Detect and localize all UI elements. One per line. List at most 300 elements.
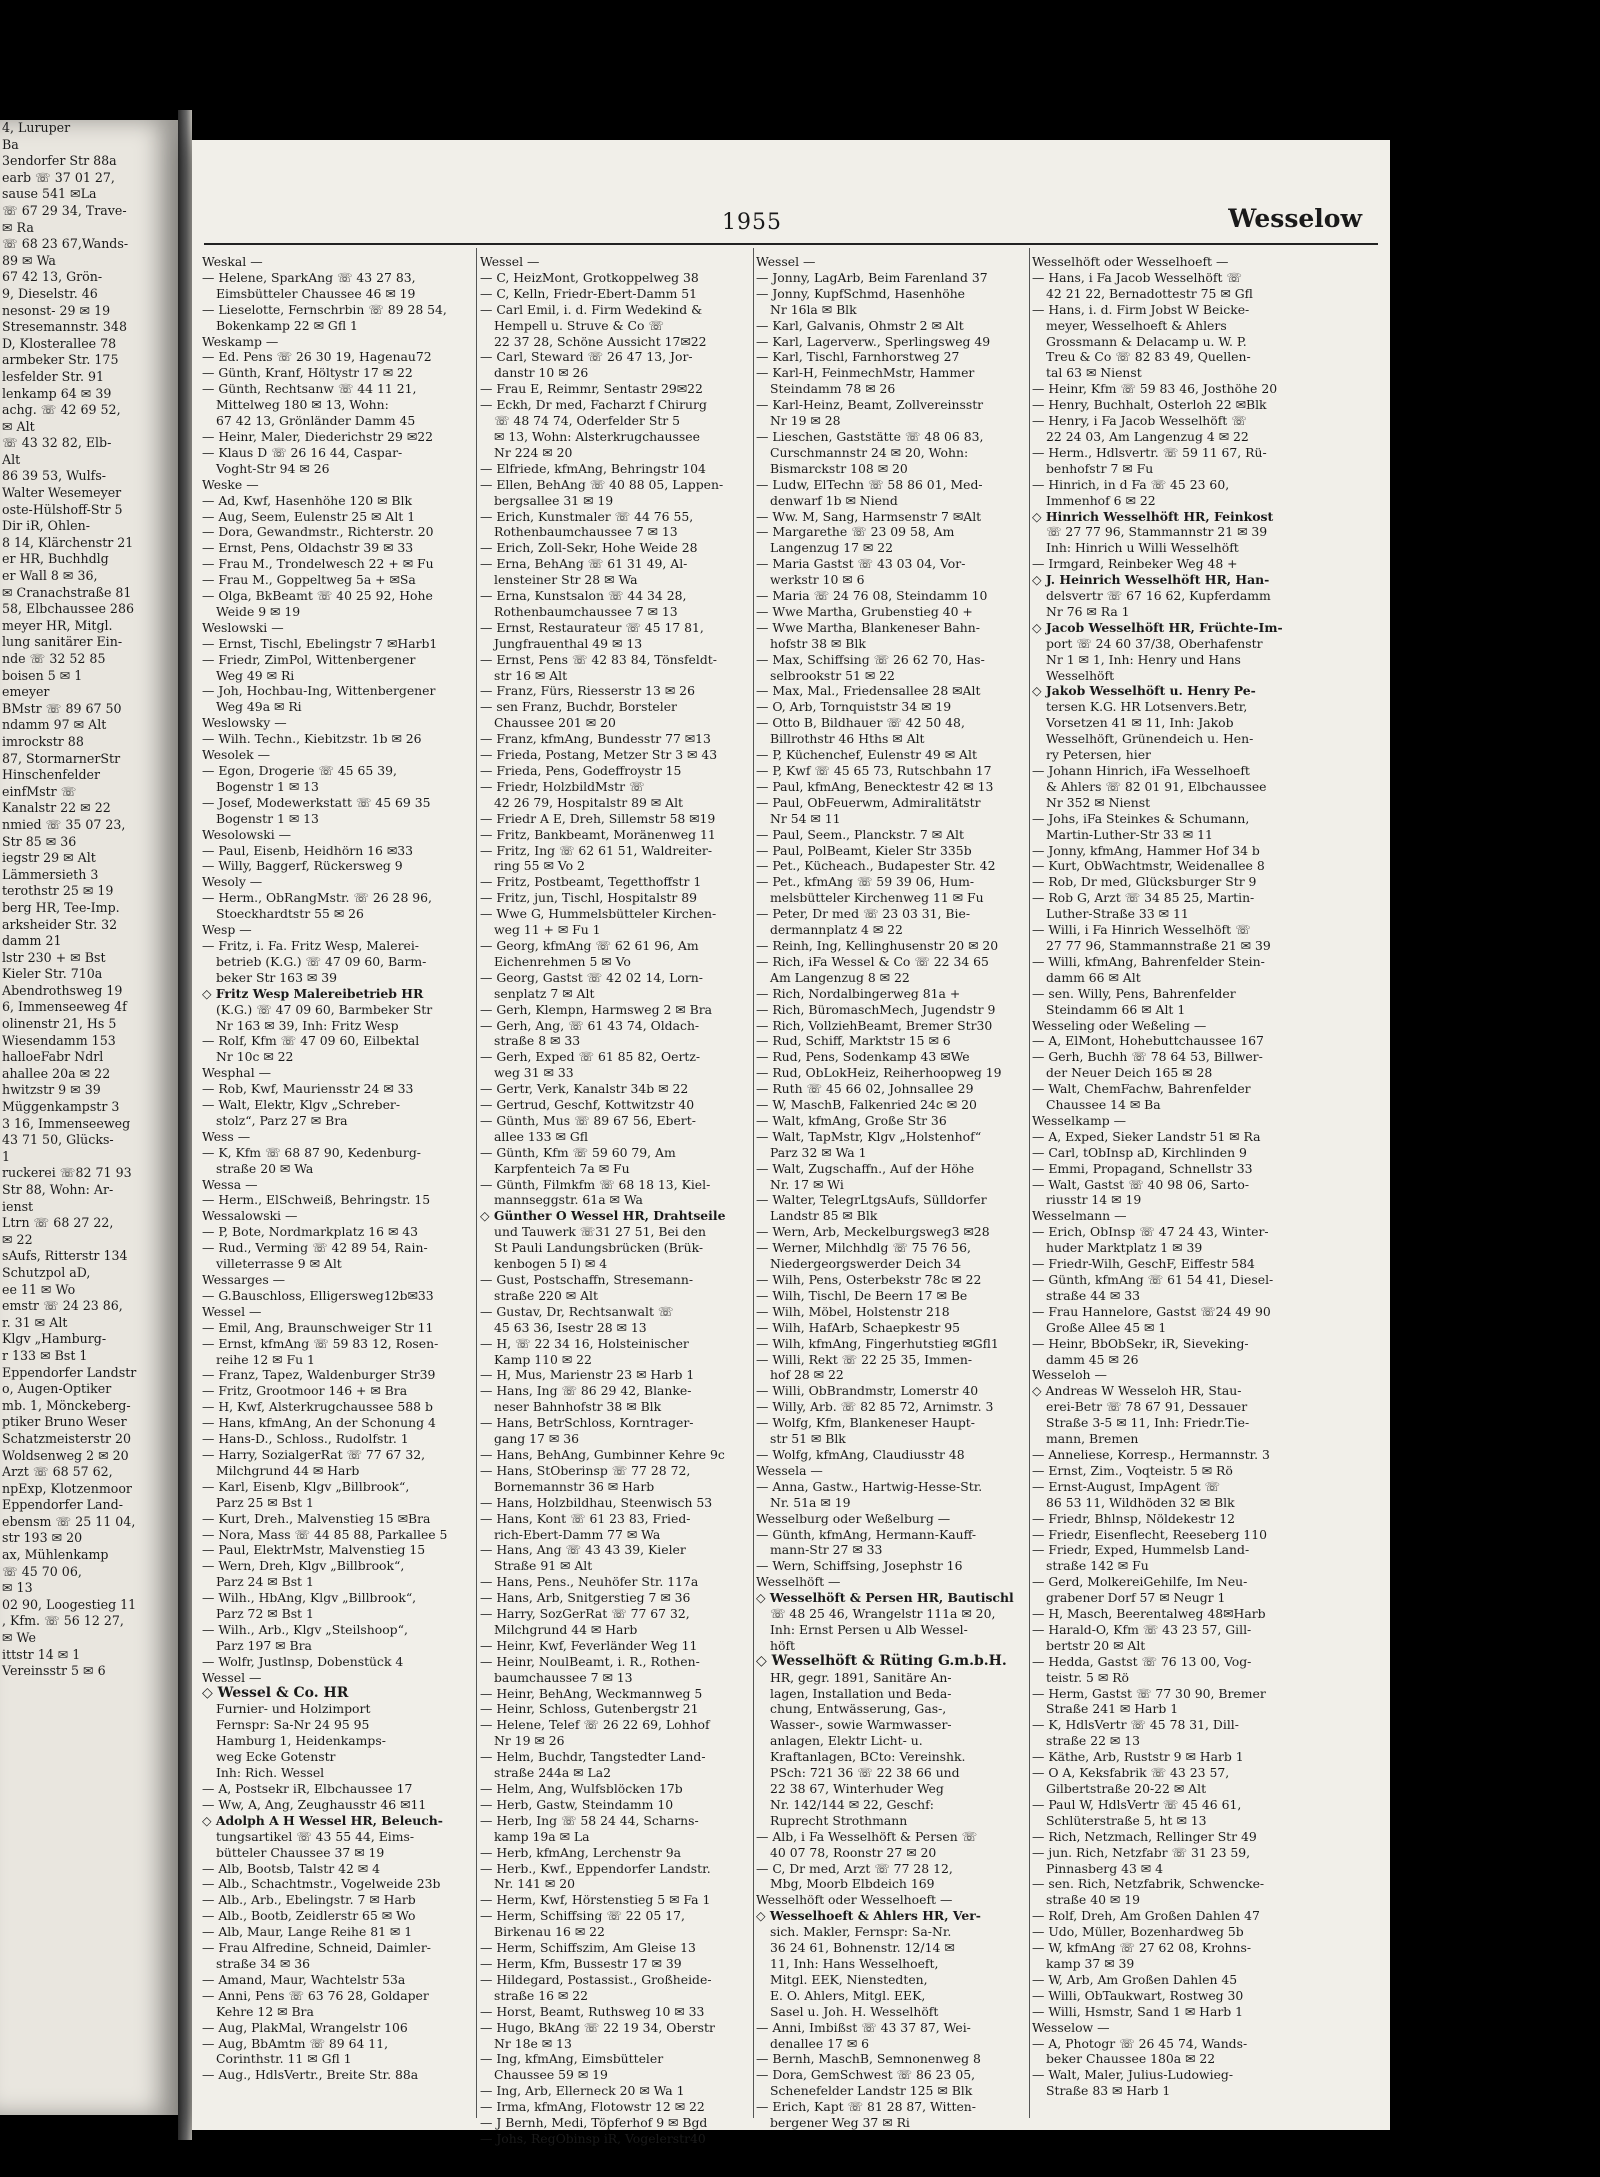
directory-entry-line: ring 55 ✉ Vo 2 — [494, 858, 585, 874]
directory-entry-line: — A, Postsekr iR, Elbchaussee 17 — [202, 1781, 413, 1796]
directory-entry-line: — sen. Willy, Pens, Bahrenfelder — [1032, 985, 1236, 1001]
directory-entry-line: — Jonny, LagArb, Beim Farenland 37 — [756, 269, 988, 285]
directory-entry-line: — Irmgard, Reinbeker Weg 48 + — [1032, 556, 1238, 572]
left-page-line: sAufs, Ritterstr 134 — [2, 1248, 128, 1264]
directory-entry-line: — Erich, ObInsp ☏ 47 24 43, Winter- — [1032, 1224, 1269, 1240]
directory-entry-line: — Margarethe ☏ 23 09 58, Am — [756, 524, 955, 540]
directory-entry-line: — Nora, Mass ☏ 44 85 88, Parkallee 5 — [202, 1526, 448, 1542]
directory-entry-line: — Hildegard, Postassist., Großheide- — [480, 1971, 712, 1987]
left-page-line: nesonst- 29 ✉ 19 — [2, 302, 111, 318]
directory-entry-line: — Horst, Beamt, Ruthsweg 10 ✉ 33 — [480, 2003, 705, 2019]
directory-entry-line: Bogenstr 1 ✉ 13 — [216, 810, 319, 826]
directory-entry-line: — Herm., ElSchweiß, Behringstr. 15 — [202, 1192, 431, 1208]
directory-entry-line: straße 22 ✉ 13 — [1046, 1733, 1140, 1749]
left-page-line: Str 85 ✉ 36 — [2, 833, 77, 849]
directory-entry-line: chung, Entwässerung, Gas-, — [770, 1701, 947, 1717]
left-page-line: nmied ☏ 35 07 23, — [2, 816, 126, 832]
directory-entry-line: — Hans, StOberinsp ☏ 77 28 72, — [480, 1462, 691, 1478]
directory-entry-line: sich. Makler, Fernspr: Sa-Nr. — [770, 1924, 952, 1940]
directory-entry-line: bütteler Chaussee 37 ✉ 19 — [216, 1844, 385, 1860]
directory-entry-line: — Ernst, Tischl, Ebelingstr 7 ✉Harb1 — [202, 635, 438, 651]
directory-entry-line: gang 17 ✉ 36 — [494, 1431, 579, 1447]
directory-entry-line: Wessela — — [756, 1462, 823, 1478]
left-page-line: 86 39 53, Wulfs- — [2, 468, 107, 484]
directory-entry-line: — Frieda, Pens, Godeffroystr 15 — [480, 763, 682, 778]
directory-entry-line: Parz 24 ✉ Bst 1 — [216, 1574, 314, 1590]
directory-entry-line: der Neuer Deich 165 ✉ 28 — [1046, 1065, 1213, 1081]
directory-entry-line: — Georg, kfmAng ☏ 62 61 96, Am — [480, 937, 699, 953]
left-page-line: Abendrothsweg 19 — [2, 982, 123, 998]
directory-entry-line: Bogenstr 1 ✉ 13 — [216, 778, 319, 794]
directory-entry-line: — Günth, Mus ☏ 89 67 56, Ebert- — [480, 1112, 696, 1128]
directory-entry-line: — Frau M., Goppeltweg 5a + ✉Sa — [202, 572, 416, 588]
column-3 — [756, 254, 1027, 2131]
directory-entry-line: — Hans, BetrSchloss, Korntrager- — [480, 1415, 694, 1431]
directory-entry-line: 22 37 28, Schöne Aussicht 17✉22 — [494, 333, 707, 349]
directory-entry-line: — Wilh, Möbel, Holstenstr 218 — [756, 1303, 950, 1319]
directory-entry-line: Curschmannstr 24 ✉ 20, Wohn: — [770, 444, 969, 460]
directory-entry-line: — Jonny, KupfSchmd, Hasenhöhe — [756, 285, 966, 301]
directory-entry-line: Inh: Rich. Wessel — [216, 1765, 325, 1781]
directory-entry-line: — P, Küchenchef, Eulenstr 49 ✉ Alt — [756, 747, 977, 763]
directory-entry-line: Birkenau 16 ✉ 22 — [494, 1924, 605, 1940]
directory-entry-line: Straße 241 ✉ Harb 1 — [1046, 1701, 1179, 1717]
directory-entry-line: Sasel u. Joh. H. Wesselhöft — [770, 2003, 939, 2019]
directory-entry-line: Hempell u. Struve & Co ☏ — [494, 317, 664, 333]
left-page-line: ✉ Cranachstraße 81 — [2, 584, 132, 600]
directory-entry-line: — Rud, ObLokHeiz, Reiherhoopweg 19 — [756, 1065, 1002, 1081]
left-page-line: lung sanitärer Ein- — [2, 634, 123, 650]
directory-entry-line: Schlüterstraße 5, ht ✉ 13 — [1046, 1812, 1207, 1828]
directory-entry-line: — Ww. M, Sang, Harmsenstr 7 ✉Alt — [756, 508, 982, 524]
directory-entry-line: — Wwe Martha, Grubenstieg 40 + — [756, 603, 973, 619]
directory-entry-line: — Walt, TapMstr, Klgv „Holstenhof“ — [756, 1128, 982, 1144]
directory-entry-line: — Fritz, Postbeamt, Tegetthoffstr 1 — [480, 874, 702, 890]
directory-entry-line: mann-Str 27 ✉ 33 — [770, 1542, 883, 1558]
directory-entry-line: — Aug, PlakMal, Wrangelstr 106 — [202, 2019, 408, 2035]
directory-entry-line: Nr. 142/144 ✉ 22, Geschf: — [770, 1796, 934, 1812]
directory-entry-line: Chaussee 201 ✉ 20 — [494, 715, 616, 731]
directory-entry-line: Rothenbaumchaussee 7 ✉ 13 — [494, 603, 678, 619]
directory-entry-line: delsvertr ☏ 67 16 62, Kupferdamm — [1046, 588, 1271, 604]
left-page-line: mb. 1, Mönckeberg- — [2, 1397, 131, 1413]
directory-entry-line: allee 133 ✉ Gfl — [494, 1128, 588, 1144]
left-page-line: ✉ Ra — [2, 219, 34, 235]
directory-entry-line: — Franz, kfmAng, Bundesstr 77 ✉13 — [480, 731, 711, 747]
directory-entry-line: — Max, Schiffsing ☏ 26 62 70, Has- — [756, 651, 985, 667]
directory-entry-line: stolz“, Parz 27 ✉ Bra — [216, 1112, 348, 1128]
directory-entry-line: — Hans, Kont ☏ 61 23 83, Fried- — [480, 1510, 691, 1526]
left-page-line: ruckerei ☏82 71 93 — [2, 1165, 132, 1181]
directory-entry-line: Luther-Straße 33 ✉ 11 — [1046, 906, 1189, 922]
left-page-line: 9, Dieselstr. 46 — [2, 285, 98, 301]
directory-entry-line: teistr. 5 ✉ Rö — [1046, 1669, 1129, 1685]
directory-page — [192, 140, 1390, 2146]
directory-entry-line: — Friedr A E, Dreh, Sillemstr 58 ✉19 — [480, 810, 716, 826]
left-page-line: emstr ☏ 24 23 86, — [2, 1298, 123, 1314]
directory-entry-line: Mbg, Moorb Elbdeich 169 — [770, 1876, 935, 1892]
left-page-line: Stresemannstr. 348 — [2, 319, 127, 335]
left-page-line: ✉ 22 — [2, 1231, 33, 1247]
directory-entry-line: Eimsbütteler Chaussee 46 ✉ 19 — [216, 285, 416, 301]
left-page-line: ebensm ☏ 25 11 04, — [2, 1513, 136, 1529]
directory-entry-line: tungsartikel ☏ 43 55 44, Eims- — [216, 1828, 415, 1844]
directory-entry-line: denallee 17 ✉ 6 — [770, 2035, 870, 2051]
directory-entry-line: str 51 ✉ Blk — [770, 1431, 846, 1447]
directory-entry-line: — Paul, Eisenb, Heidhörn 16 ✉33 — [202, 842, 413, 858]
directory-entry-line: Treu & Co ☏ 82 83 49, Quellen- — [1046, 349, 1251, 365]
directory-entry-line: Wasser-, sowie Warmwasser- — [770, 1717, 952, 1733]
directory-entry-line: — W, MaschB, Falkenried 24c ✉ 20 — [756, 1097, 977, 1113]
left-page-line: ee 11 ✉ Wo — [2, 1281, 76, 1297]
directory-entry-line: Parz 32 ✉ Wa 1 — [770, 1144, 867, 1160]
directory-entry-line: — Herm, Kfm, Bussestr 17 ✉ 39 — [480, 1955, 682, 1971]
directory-entry-line: — Egon, Drogerie ☏ 45 65 39, — [202, 763, 397, 778]
left-page-line: ✉ 13 — [2, 1580, 33, 1596]
directory-entry-line: — Willi, ObBrandmstr, Lomerstr 40 — [756, 1383, 979, 1399]
left-page-line: 1 — [2, 1148, 11, 1164]
directory-entry-line: — Carl, Steward ☏ 26 47 13, Jor- — [480, 349, 693, 365]
directory-entry-line: — Willi, ObTaukwart, Rostweg 30 — [1032, 1987, 1244, 2003]
directory-entry-line: straße 16 ✉ 22 — [494, 1987, 588, 2003]
directory-entry-line: Nr. 51a ✉ 19 — [770, 1494, 851, 1510]
directory-entry-line: — Gerh, Ang, ☏ 61 43 74, Oldach- — [480, 1017, 700, 1033]
directory-entry-line: 86 53 11, Wildhöden 32 ✉ Blk — [1046, 1494, 1235, 1510]
directory-entry-line: — Erich, Zoll-Sekr, Hohe Weide 28 — [480, 540, 698, 556]
directory-entry-line: — Fritz, Bankbeamt, Moränenweg 11 — [480, 826, 716, 842]
directory-entry-line: werkstr 10 ✉ 6 — [770, 572, 865, 588]
directory-entry-line: — Friedr-Wilh, GeschF, Eiffestr 584 — [1032, 1256, 1255, 1272]
directory-entry-line: — Wilh. Techn., Kiebitzstr. 1b ✉ 26 — [202, 731, 422, 747]
left-page-line: er HR, Buchhdlg — [2, 551, 109, 567]
directory-entry-line: — Udo, Müller, Bozenhardweg 5b — [1032, 1924, 1244, 1940]
left-page-line: emeyer — [2, 684, 50, 700]
directory-entry-line: — Herm., ObRangMstr. ☏ 26 28 96, — [202, 890, 432, 906]
directory-entry-line: — Wilh, Tischl, De Beern 17 ✉ Be — [756, 1287, 968, 1303]
directory-entry-line: — Peter, Dr med ☏ 23 03 31, Bie- — [756, 906, 971, 922]
directory-entry-line: — Gerd, MolkereiGehilfe, Im Neu- — [1032, 1574, 1248, 1590]
directory-entry-line: — Emmi, Propagand, Schnellstr 33 — [1032, 1160, 1253, 1176]
directory-entry-line: straße 20 ✉ Wa — [216, 1160, 314, 1176]
directory-entry-line: — Gerh, Exped ☏ 61 85 82, Oertz- — [480, 1049, 701, 1065]
directory-entry-line: — Heinr, NoulBeamt, i. R., Rothen- — [480, 1653, 700, 1669]
directory-entry-line: — A, ElMont, Hohebuttchaussee 167 — [1032, 1033, 1264, 1049]
directory-entry-line: 36 24 61, Bohnenstr. 12/14 ✉ — [770, 1940, 955, 1956]
directory-entry-line: — Alb., Schachtmstr., Vogelweide 23b — [202, 1876, 441, 1892]
directory-entry-line: ◇ Jakob Wesselhöft u. Henry Pe- — [1032, 683, 1256, 699]
directory-entry-line: Weslowski — — [202, 619, 284, 635]
left-page-line: meyer HR, Mitgl. — [2, 617, 113, 633]
directory-entry-line: — Wilh, HafArb, Schaepkestr 95 — [756, 1319, 960, 1335]
left-page-line: ☏ 68 23 67,Wands- — [2, 236, 129, 252]
directory-entry-line: 45 63 36, Isestr 28 ✉ 13 — [494, 1319, 647, 1335]
directory-entry-line: — Ruth ☏ 45 66 02, Johnsallee 29 — [756, 1081, 974, 1097]
directory-entry-line: Chaussee 14 ✉ Ba — [1046, 1097, 1161, 1113]
directory-entry-line: riusstr 14 ✉ 19 — [1046, 1192, 1142, 1208]
directory-entry-line: — Herm, Schiffszim, Am Gleise 13 — [480, 1940, 696, 1956]
directory-entry-line: 27 77 96, Stammannstraße 21 ✉ 39 — [1046, 937, 1271, 953]
directory-entry-line: — Carl Emil, i. d. Firm Wedekind & — [480, 301, 703, 317]
left-page-line: hwitzstr 9 ✉ 39 — [2, 1082, 101, 1098]
directory-entry-line: ◇ Fritz Wesp Malereibetrieb HR — [202, 985, 424, 1001]
directory-entry-line: denwarf 1b ✉ Niend — [770, 492, 898, 508]
directory-entry-line: E. O. Ahlers, Mitgl. EEK, — [770, 1987, 926, 2003]
directory-entry-line: Vorsetzen 41 ✉ 11, Inh: Jakob — [1046, 715, 1234, 731]
directory-entry-line: — Emil, Ang, Braunschweiger Str 11 — [202, 1319, 434, 1335]
directory-entry-line: Wess — — [202, 1128, 251, 1144]
directory-entry-line: — Karl-Heinz, Beamt, Zollvereinsstr — [756, 397, 984, 413]
left-page-line: Eppendorfer Landstr — [2, 1364, 137, 1380]
directory-entry-line: — Heinr, Schloss, Gutenbergstr 21 — [480, 1701, 699, 1717]
directory-entry-line: Weg 49 ✉ Ri — [216, 667, 295, 683]
directory-entry-line: — Alb, i Fa Wesselhöft & Persen ☏ — [756, 1828, 978, 1844]
directory-entry-line: — Ernst, Pens ☏ 42 83 84, Tönsfeldt- — [480, 651, 717, 667]
directory-entry-line: — Paul, ObFeuerwm, Admiralitätstr — [756, 794, 981, 810]
left-page-line: , Kfm. ☏ 56 12 27, — [2, 1613, 124, 1629]
directory-entry-line: weg 31 ✉ 33 — [494, 1065, 574, 1081]
directory-entry-line: Mittelweg 180 ✉ 13, Wohn: — [216, 397, 389, 413]
left-page-line: Ltrn ☏ 68 27 22, — [2, 1215, 114, 1231]
directory-entry-line: straße 8 ✉ 33 — [494, 1033, 581, 1049]
directory-entry-line: — Jonny, kfmAng, Hammer Hof 34 b — [1032, 842, 1260, 858]
directory-entry-line: — Werner, Milchhdlg ☏ 75 76 56, — [756, 1240, 971, 1256]
left-page-line: 89 ✉ Wa — [2, 252, 56, 268]
directory-entry-line: ◇ Adolph A H Wessel HR, Beleuch- — [202, 1812, 443, 1828]
directory-entry-line: — J Bernh, Medi, Töpferhof 9 ✉ Bgd — [480, 2115, 708, 2131]
left-page-line: nde ☏ 32 52 85 — [2, 651, 106, 666]
directory-entry-line: — Aug, BbAmtm ☏ 89 64 11, — [202, 2035, 389, 2051]
directory-entry-line: Nr 18e ✉ 13 — [494, 2035, 572, 2051]
directory-entry-line: — Hans, Pens., Neuhöfer Str. 117a — [480, 1574, 699, 1590]
directory-entry-line: — O A, Keksfabrik ☏ 43 23 57, — [1032, 1765, 1230, 1781]
left-page-line: olinenstr 21, Hs 5 — [2, 1016, 117, 1032]
directory-entry-line: — Wilh, kfmAng, Fingerhutstieg ✉Gfl1 — [756, 1335, 999, 1351]
directory-entry-line: ✉ 13, Wohn: Alsterkrugchaussee — [494, 428, 700, 444]
directory-entry-line: — Wilh, Pens, Osterbekstr 78c ✉ 22 — [756, 1272, 982, 1287]
left-page-line: ✉ Alt — [2, 418, 35, 434]
directory-entry-line: straße 40 ✉ 19 — [1046, 1892, 1140, 1908]
directory-entry-line: Eichenrehmen 5 ✉ Vo — [494, 953, 631, 969]
directory-entry-line: — Dora, Gewandmstr., Richterstr. 20 — [202, 524, 434, 540]
directory-entry-line: Wessel — — [756, 254, 816, 269]
directory-entry-line: Billrothstr 46 Hths ✉ Alt — [770, 731, 925, 747]
column-2 — [480, 254, 751, 2146]
left-page-line: ax, Mühlenkamp — [2, 1547, 109, 1563]
directory-entry-line: straße 44 ✉ 33 — [1046, 1287, 1140, 1303]
page-number: 1955 — [722, 210, 782, 235]
directory-entry-line: reihe 12 ✉ Fu 1 — [216, 1351, 315, 1367]
left-page-line: earb ☏ 37 01 27, — [2, 169, 115, 185]
directory-entry-line: erei-Betr ☏ 78 67 91, Dessauer — [1046, 1399, 1248, 1415]
directory-entry-line: danstr 10 ✉ 26 — [494, 365, 589, 381]
directory-entry-line: lensteiner Str 28 ✉ Wa — [494, 572, 638, 588]
left-page-line: str 193 ✉ 20 — [2, 1530, 83, 1546]
directory-entry-line: Wessa — — [202, 1176, 258, 1192]
left-page-line: 4, Luruper — [2, 120, 71, 135]
directory-entry-line: — Willy, Baggerf, Rückersweg 9 — [202, 858, 403, 874]
directory-entry-line: ◇ Günther O Wessel HR, Drahtseile — [480, 1208, 726, 1224]
directory-entry-line: — Walter, TelegrLtgsAufs, Sülldorfer — [756, 1192, 987, 1208]
directory-entry-line: — Gerh, Klempn, Harmsweg 2 ✉ Bra — [480, 1001, 713, 1017]
directory-entry-line: — Gerh, Buchh ☏ 78 64 53, Billwer- — [1032, 1049, 1263, 1065]
left-page-line: boisen 5 ✉ 1 — [2, 667, 83, 683]
directory-entry-line: — K, Kfm ☏ 68 87 90, Kedenburg- — [202, 1144, 421, 1160]
column-divider — [476, 248, 477, 2118]
directory-entry-line: — Walt, Elektr, Klgv „Schreber- — [202, 1097, 401, 1113]
directory-entry-line: Kamp 110 ✉ 22 — [494, 1351, 592, 1367]
directory-entry-line: — Rob, Kwf, Mauriensstr 24 ✉ 33 — [202, 1081, 414, 1097]
directory-entry-line: ◇ Wesselhöft & Rüting G.m.b.H. — [756, 1652, 1007, 1669]
directory-entry-line: — Karl-H, FeinmechMstr, Hammer — [756, 365, 975, 381]
directory-entry-line: — Amand, Maur, Wachtelstr 53a — [202, 1971, 406, 1987]
left-page-line: r 133 ✉ Bst 1 — [2, 1347, 88, 1363]
left-page-line: Woldsenweg 2 ✉ 20 — [2, 1447, 129, 1463]
left-page-line: Schutzpol aD, — [2, 1264, 91, 1280]
directory-entry-line: — Kurt, Dreh., Malvenstieg 15 ✉Bra — [202, 1510, 431, 1526]
directory-entry-line: Karpfenteich 7a ✉ Fu — [494, 1160, 630, 1176]
directory-entry-line: — Rich, BüromaschMech, Jugendstr 9 — [756, 1001, 996, 1017]
directory-entry-line: Bornemannstr 36 ✉ Harb — [494, 1478, 655, 1494]
directory-entry-line: — Wern, Schiffsing, Josephstr 16 — [756, 1558, 963, 1574]
directory-entry-line: — Johann Hinrich, iFa Wesselhoeft — [1032, 763, 1250, 778]
directory-entry-line: Wesolek — — [202, 747, 271, 763]
directory-entry-line: Wesselhöft oder Wesselhoeft — — [756, 1892, 953, 1908]
directory-entry-line: — Ellen, BehAng ☏ 40 88 05, Lappen- — [480, 476, 724, 492]
directory-entry-line: Wesselhöft — — [756, 1574, 841, 1590]
directory-entry-line: — Fritz, Grootmoor 146 + ✉ Bra — [202, 1383, 408, 1399]
directory-entry-line: Steindamm 78 ✉ 26 — [770, 381, 896, 397]
directory-entry-line: lagen, Installation und Beda- — [770, 1685, 952, 1701]
directory-entry-line: Wesseloh — — [1032, 1367, 1107, 1383]
directory-entry-line: — Harry, SozialgerRat ☏ 77 67 32, — [202, 1446, 426, 1462]
directory-entry-line: Parz 72 ✉ Bst 1 — [216, 1606, 314, 1622]
directory-entry-line: — Helm, Buchdr, Tangstedter Land- — [480, 1749, 706, 1765]
directory-entry-line: — Ernst-August, ImpAgent ☏ — [1032, 1478, 1221, 1494]
left-page-line: einfMstr ☏ — [2, 783, 77, 799]
directory-entry-line: mannseggstr. 61a ✉ Wa — [494, 1192, 643, 1208]
directory-entry-line: weg 11 + ✉ Fu 1 — [494, 922, 601, 938]
directory-entry-line: straße 142 ✉ Fu — [1046, 1558, 1149, 1574]
directory-entry-line: Nr 10c ✉ 22 — [216, 1049, 294, 1065]
left-page-line: imrockstr 88 — [2, 733, 84, 749]
left-page-line: iegstr 29 ✉ Alt — [2, 850, 96, 866]
directory-entry-line: — Rolf, Dreh, Am Großen Dahlen 47 — [1032, 1908, 1260, 1924]
directory-entry-line: — Frau M., Trondelwesch 22 + ✉ Fu — [202, 556, 434, 572]
directory-entry-line: — Bernh, MaschB, Semnonenweg 8 — [756, 2051, 981, 2067]
directory-entry-line: — Anna, Gastw., Hartwig-Hesse-Str. — [756, 1478, 983, 1494]
left-page-line: berg HR, Tee-Imp. — [2, 899, 120, 915]
left-page-line: 3endorfer Str 88a — [2, 153, 117, 169]
directory-entry-line: — Walt, kfmAng, Große Str 36 — [756, 1112, 947, 1128]
directory-entry-line: — Irma, kfmAng, Flotowstr 12 ✉ 22 — [480, 2099, 705, 2115]
directory-entry-line: 42 26 79, Hospitalstr 89 ✉ Alt — [494, 794, 684, 810]
directory-entry-line: Ruprecht Strothmann — [770, 1812, 908, 1828]
directory-entry-line: Wesphal — — [202, 1065, 272, 1081]
left-page-line: Müggenkampstr 3 — [2, 1099, 120, 1115]
directory-entry-line: — sen Franz, Buchdr, Borsteler — [480, 699, 677, 715]
directory-entry-line: — Willi, Rekt ☏ 22 25 35, Immen- — [756, 1351, 973, 1367]
directory-entry-line: beker Chaussee 180a ✉ 22 — [1046, 2051, 1216, 2067]
left-page-line: Arzt ☏ 68 57 62, — [2, 1464, 113, 1480]
directory-entry-line: hofstr 38 ✉ Blk — [770, 635, 866, 651]
directory-entry-line: tersen K.G. HR Lotsenvers.Betr, — [1046, 699, 1248, 715]
directory-entry-line: — Hans, Arb, Snitgerstieg 7 ✉ 36 — [480, 1590, 691, 1606]
directory-entry-line: Weskamp — — [202, 333, 279, 349]
directory-entry-line: — Anni, Pens ☏ 63 76 28, Goldaper — [202, 1987, 429, 2003]
directory-entry-line: — Carl, tObInsp aD, Kirchlinden 9 — [1032, 1144, 1247, 1160]
directory-entry-line: — Hans, Holzbildhau, Steenwisch 53 — [480, 1494, 713, 1510]
directory-entry-line: — Helene, SparkAng ☏ 43 27 83, — [202, 269, 416, 285]
directory-entry-line: — Gertr, Verk, Kanalstr 34b ✉ 22 — [480, 1081, 689, 1097]
directory-entry-line: — Harald-O, Kfm ☏ 43 23 57, Gill- — [1032, 1621, 1252, 1637]
directory-entry-line: — Wilh., Arb., Klgv „Steilshoop“, — [202, 1621, 408, 1637]
left-page-line: damm 21 — [2, 933, 62, 949]
directory-entry-line: — Hinrich, in d Fa ☏ 45 23 60, — [1032, 476, 1230, 492]
directory-entry-line: — Friedr, Exped, Hummelsb Land- — [1032, 1542, 1250, 1558]
directory-entry-line: Mitgl. EEK, Nienstedten, — [770, 1971, 928, 1987]
directory-entry-line: — Paul, Seem., Planckstr. 7 ✉ Alt — [756, 826, 964, 842]
directory-entry-line: St Pauli Landungsbrücken (Brük- — [494, 1240, 704, 1256]
left-page-line: r. 31 ✉ Alt — [2, 1314, 68, 1330]
directory-entry-line: Weslowsky — — [202, 715, 287, 731]
directory-entry-line: Furnier- und Holzimport — [216, 1701, 371, 1717]
directory-entry-line: — Karl, Galvanis, Ohmstr 2 ✉ Alt — [756, 317, 964, 333]
directory-entry-line: — Ad, Kwf, Hasenhöhe 120 ✉ Blk — [202, 492, 413, 508]
directory-entry-line: Wesolowski — — [202, 826, 292, 842]
directory-entry-line: — Joh, Hochbau-Ing, Wittenbergener — [202, 683, 436, 699]
directory-entry-line: — Rich, Nordalbingerweg 81a + — [756, 985, 961, 1001]
directory-entry-line: ry Petersen, hier — [1046, 747, 1151, 763]
directory-entry-line: — Herb, Ing ☏ 58 24 44, Scharns- — [480, 1812, 699, 1828]
directory-entry-line: Wessel — — [480, 254, 540, 269]
directory-entry-line: Langenzug 17 ✉ 22 — [770, 540, 894, 556]
left-page-line: Hinschenfelder — [2, 767, 100, 783]
left-page-line: ittstr 14 ✉ 1 — [2, 1646, 81, 1662]
directory-entry-line: — Wolfg, Kfm, Blankeneser Haupt- — [756, 1415, 975, 1431]
directory-entry-line: — Gertrud, Geschf, Kottwitzstr 40 — [480, 1097, 695, 1113]
directory-entry-line: Nr 16la ✉ Blk — [770, 301, 857, 317]
directory-entry-line: — Walt, Maler, Julius-Ludowieg- — [1032, 2067, 1234, 2083]
directory-entry-line: ☏ 48 25 46, Wrangelstr 111a ✉ 20, — [770, 1606, 996, 1622]
left-page-line: lesfelder Str. 91 — [2, 368, 104, 384]
directory-entry-line: — Rich, VollziehBeamt, Bremer Str30 — [756, 1017, 993, 1033]
directory-entry-line: — Karl, Tischl, Farnhorstweg 27 — [756, 349, 960, 365]
directory-entry-line: Voght-Str 94 ✉ 26 — [216, 460, 330, 476]
directory-entry-line: — Günth, Filmkfm ☏ 68 18 13, Kiel- — [480, 1176, 711, 1192]
left-page-line: Klgv „Hamburg- — [2, 1331, 107, 1347]
directory-entry-line: bergsallee 31 ✉ 19 — [494, 492, 614, 508]
directory-entry-line: — K, HdlsVertr ☏ 45 78 31, Dill- — [1032, 1717, 1239, 1733]
left-page-line: Walter Wesemeyer — [2, 485, 122, 501]
directory-entry-line: — Maria ☏ 24 76 08, Steindamm 10 — [756, 588, 988, 604]
directory-entry-line: kamp 37 ✉ 39 — [1046, 1955, 1135, 1971]
directory-entry-line: — Hans, i. d. Firm Jobst W Beicke- — [1032, 301, 1250, 317]
directory-entry-line: — Wolfg, kfmAng, Claudiusstr 48 — [756, 1446, 965, 1462]
directory-entry-line: — Willi, kfmAng, Bahrenfelder Stein- — [1032, 953, 1265, 969]
directory-entry-line: Wessalowski — — [202, 1208, 298, 1224]
left-page-line: ✉ We — [2, 1630, 36, 1646]
directory-entry-line: — Gustav, Dr, Rechtsanwalt ☏ — [480, 1303, 674, 1319]
left-page-line: Wiesendamm 153 — [2, 1032, 116, 1048]
directory-entry-line: — Frau Alfredine, Schneid, Daimler- — [202, 1940, 431, 1956]
directory-entry-line: betrieb (K.G.) ☏ 47 09 60, Barm- — [216, 953, 427, 969]
directory-entry-line: — Käthe, Arb, Ruststr 9 ✉ Harb 1 — [1032, 1749, 1244, 1765]
directory-entry-line: Weske — — [202, 476, 259, 492]
directory-entry-line: villeterrasse 9 ✉ Alt — [216, 1256, 342, 1272]
directory-entry-line: ◇ Jacob Wesselhöft HR, Früchte-Im- — [1032, 619, 1283, 635]
directory-entry-line: — Wwe G, Hummelsbütteler Kirchen- — [480, 906, 717, 922]
directory-entry-line: Jungfrauenthal 49 ✉ 13 — [494, 635, 643, 651]
